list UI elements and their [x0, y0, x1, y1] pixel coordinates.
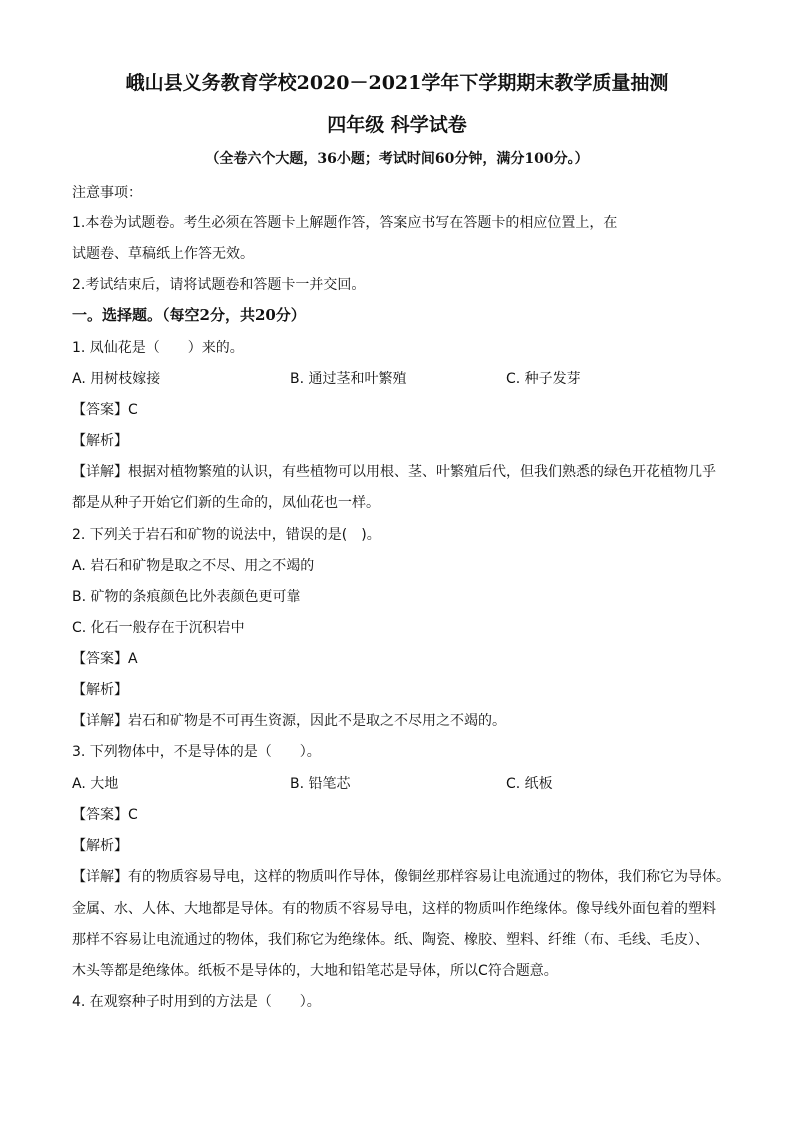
notice-heading: 注意事项：	[72, 185, 142, 201]
answer-label: 【答案】C	[72, 807, 138, 823]
notice-item1-line2: 试题卷、草稿纸上作答无效。	[72, 246, 254, 262]
option-c: C. 纸板	[506, 776, 553, 792]
exam-title: 峨山县义务教育学校2020－2021学年下学期期末教学质量抽测	[125, 72, 669, 94]
detail-line: 那样不容易让电流通过的物体，我们称它为绝缘体。纸、陶瓷、橡胶、塑料、纤维（布、毛线、毛皮）、	[72, 932, 709, 948]
section-title: 一。选择题。（每空2分，共20分）	[72, 306, 306, 324]
option-c: C. 化石一般存在于沉积岩中	[72, 620, 245, 636]
option-a: A. 岩石和矿物是取之不尽、用之不竭的	[72, 558, 315, 574]
option-c: C. 种子发芽	[506, 371, 581, 387]
exam-subtitle: 四年级 科学试卷	[327, 114, 467, 136]
detail-line: 木头等都是绝缘体。纸板不是导体的，大地和铅笔芯是导体，所以C符合题意。	[72, 963, 558, 979]
question-stem: 2. 下列关于岩石和矿物的说法中，错误的是( )。	[72, 527, 381, 543]
detail-line: 都是从种子开始它们新的生命的，凤仙花也一样。	[72, 495, 380, 511]
option-b: B. 铅笔芯	[290, 776, 351, 792]
option-b: B. 矿物的条痕颜色比外表颜色更可靠	[72, 589, 301, 605]
option-b: B. 通过茎和叶繁殖	[290, 371, 407, 387]
detail-line: 【详解】根据对植物繁殖的认识，有些植物可以用根、茎、叶繁殖后代，但我们熟悉的绿色开花植物几乎	[72, 464, 716, 480]
analysis-label: 【解析】	[72, 433, 128, 449]
question-stem: 1. 凤仙花是（ ）来的。	[72, 340, 244, 356]
detail-line: 金属、水、人体、大地都是导体。有的物质不容易导电，这样的物质叫作绝缘体。像导线外面包着的塑料	[72, 901, 716, 917]
question-stem: 4. 在观察种子时用到的方法是（ ）。	[72, 994, 321, 1010]
answer-label: 【答案】C	[72, 402, 138, 418]
notice-item2: 2.考试结束后，请将试题卷和答题卡一并交回。	[72, 277, 366, 293]
detail-line: 【详解】有的物质容易导电，这样的物质叫作导体，像铜丝那样容易让电流通过的物体，我们称它为导体。	[72, 869, 730, 885]
question-stem: 3. 下列物体中，不是导体的是（ ）。	[72, 744, 321, 760]
exam-note: （全卷六个大题，36小题；考试时间60分钟，满分100分。）	[205, 151, 589, 167]
analysis-label: 【解析】	[72, 838, 128, 854]
answer-label: 【答案】A	[72, 651, 138, 667]
notice-item1-line1: 1.本卷为试题卷。考生必须在答题卡上解题作答，答案应书写在答题卡的相应位置上，在	[72, 215, 618, 231]
detail-line: 【详解】岩石和矿物是不可再生资源，因此不是取之不尽用之不竭的。	[72, 713, 506, 729]
option-a: A. 用树枝嫁接	[72, 371, 161, 387]
option-a: A. 大地	[72, 776, 119, 792]
analysis-label: 【解析】	[72, 682, 128, 698]
